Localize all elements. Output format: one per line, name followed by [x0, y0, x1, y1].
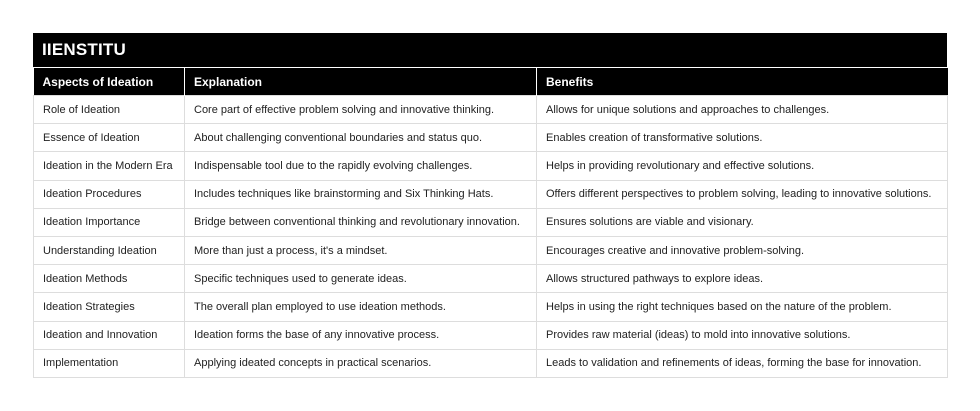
- cell-explanation: Ideation forms the base of any innovative process.: [185, 321, 537, 349]
- ideation-table: [33, 67, 948, 378]
- cell-explanation: Core part of effective problem solving and innovative thinking.: [185, 96, 537, 124]
- cell-benefit: Allows for unique solutions and approaches to challenges.: [537, 96, 948, 124]
- cell-explanation: Specific techniques used to generate ideas.: [185, 265, 537, 293]
- table-row: [34, 124, 948, 152]
- cell-benefit: Helps in using the right techniques based on the nature of the problem.: [537, 293, 948, 321]
- table-row: [34, 265, 948, 293]
- table-row: [34, 236, 948, 264]
- cell-aspect: Implementation: [34, 349, 185, 377]
- table-header-row: [34, 68, 948, 96]
- cell-aspect: Role of Ideation: [34, 96, 185, 124]
- table-row: [34, 152, 948, 180]
- cell-aspect: Understanding Ideation: [34, 236, 185, 264]
- cell-explanation: More than just a process, it's a mindset.: [185, 236, 537, 264]
- ideation-table-container: [33, 33, 947, 378]
- cell-aspect: Ideation and Innovation: [34, 321, 185, 349]
- table-row: [34, 321, 948, 349]
- cell-explanation: Applying ideated concepts in practical scenarios.: [185, 349, 537, 377]
- brand-title: IIENSTITU: [33, 33, 947, 67]
- table-row: [34, 96, 948, 124]
- cell-aspect: Ideation Procedures: [34, 180, 185, 208]
- header-explanation: Explanation: [185, 68, 537, 96]
- cell-benefit: Encourages creative and innovative problem-solving.: [537, 236, 948, 264]
- header-benefits: Benefits: [537, 68, 948, 96]
- cell-explanation: Indispensable tool due to the rapidly evolving challenges.: [185, 152, 537, 180]
- cell-aspect: Essence of Ideation: [34, 124, 185, 152]
- cell-benefit: Enables creation of transformative solutions.: [537, 124, 948, 152]
- cell-aspect: Ideation Strategies: [34, 293, 185, 321]
- header-aspects: Aspects of Ideation: [34, 68, 185, 96]
- table-row: [34, 349, 948, 377]
- cell-aspect: Ideation Importance: [34, 208, 185, 236]
- cell-aspect: Ideation Methods: [34, 265, 185, 293]
- cell-explanation: The overall plan employed to use ideation methods.: [185, 293, 537, 321]
- cell-explanation: Bridge between conventional thinking and revolutionary innovation.: [185, 208, 537, 236]
- cell-benefit: Leads to validation and refinements of ideas, forming the base for innovation.: [537, 349, 948, 377]
- cell-benefit: Allows structured pathways to explore ideas.: [537, 265, 948, 293]
- table-row: [34, 180, 948, 208]
- cell-benefit: Helps in providing revolutionary and effective solutions.: [537, 152, 948, 180]
- table-row: [34, 293, 948, 321]
- cell-aspect: Ideation in the Modern Era: [34, 152, 185, 180]
- table-row: [34, 208, 948, 236]
- cell-benefit: Offers different perspectives to problem solving, leading to innovative solutions.: [537, 180, 948, 208]
- cell-explanation: About challenging conventional boundaries and status quo.: [185, 124, 537, 152]
- cell-benefit: Ensures solutions are viable and visionary.: [537, 208, 948, 236]
- cell-explanation: Includes techniques like brainstorming and Six Thinking Hats.: [185, 180, 537, 208]
- cell-benefit: Provides raw material (ideas) to mold into innovative solutions.: [537, 321, 948, 349]
